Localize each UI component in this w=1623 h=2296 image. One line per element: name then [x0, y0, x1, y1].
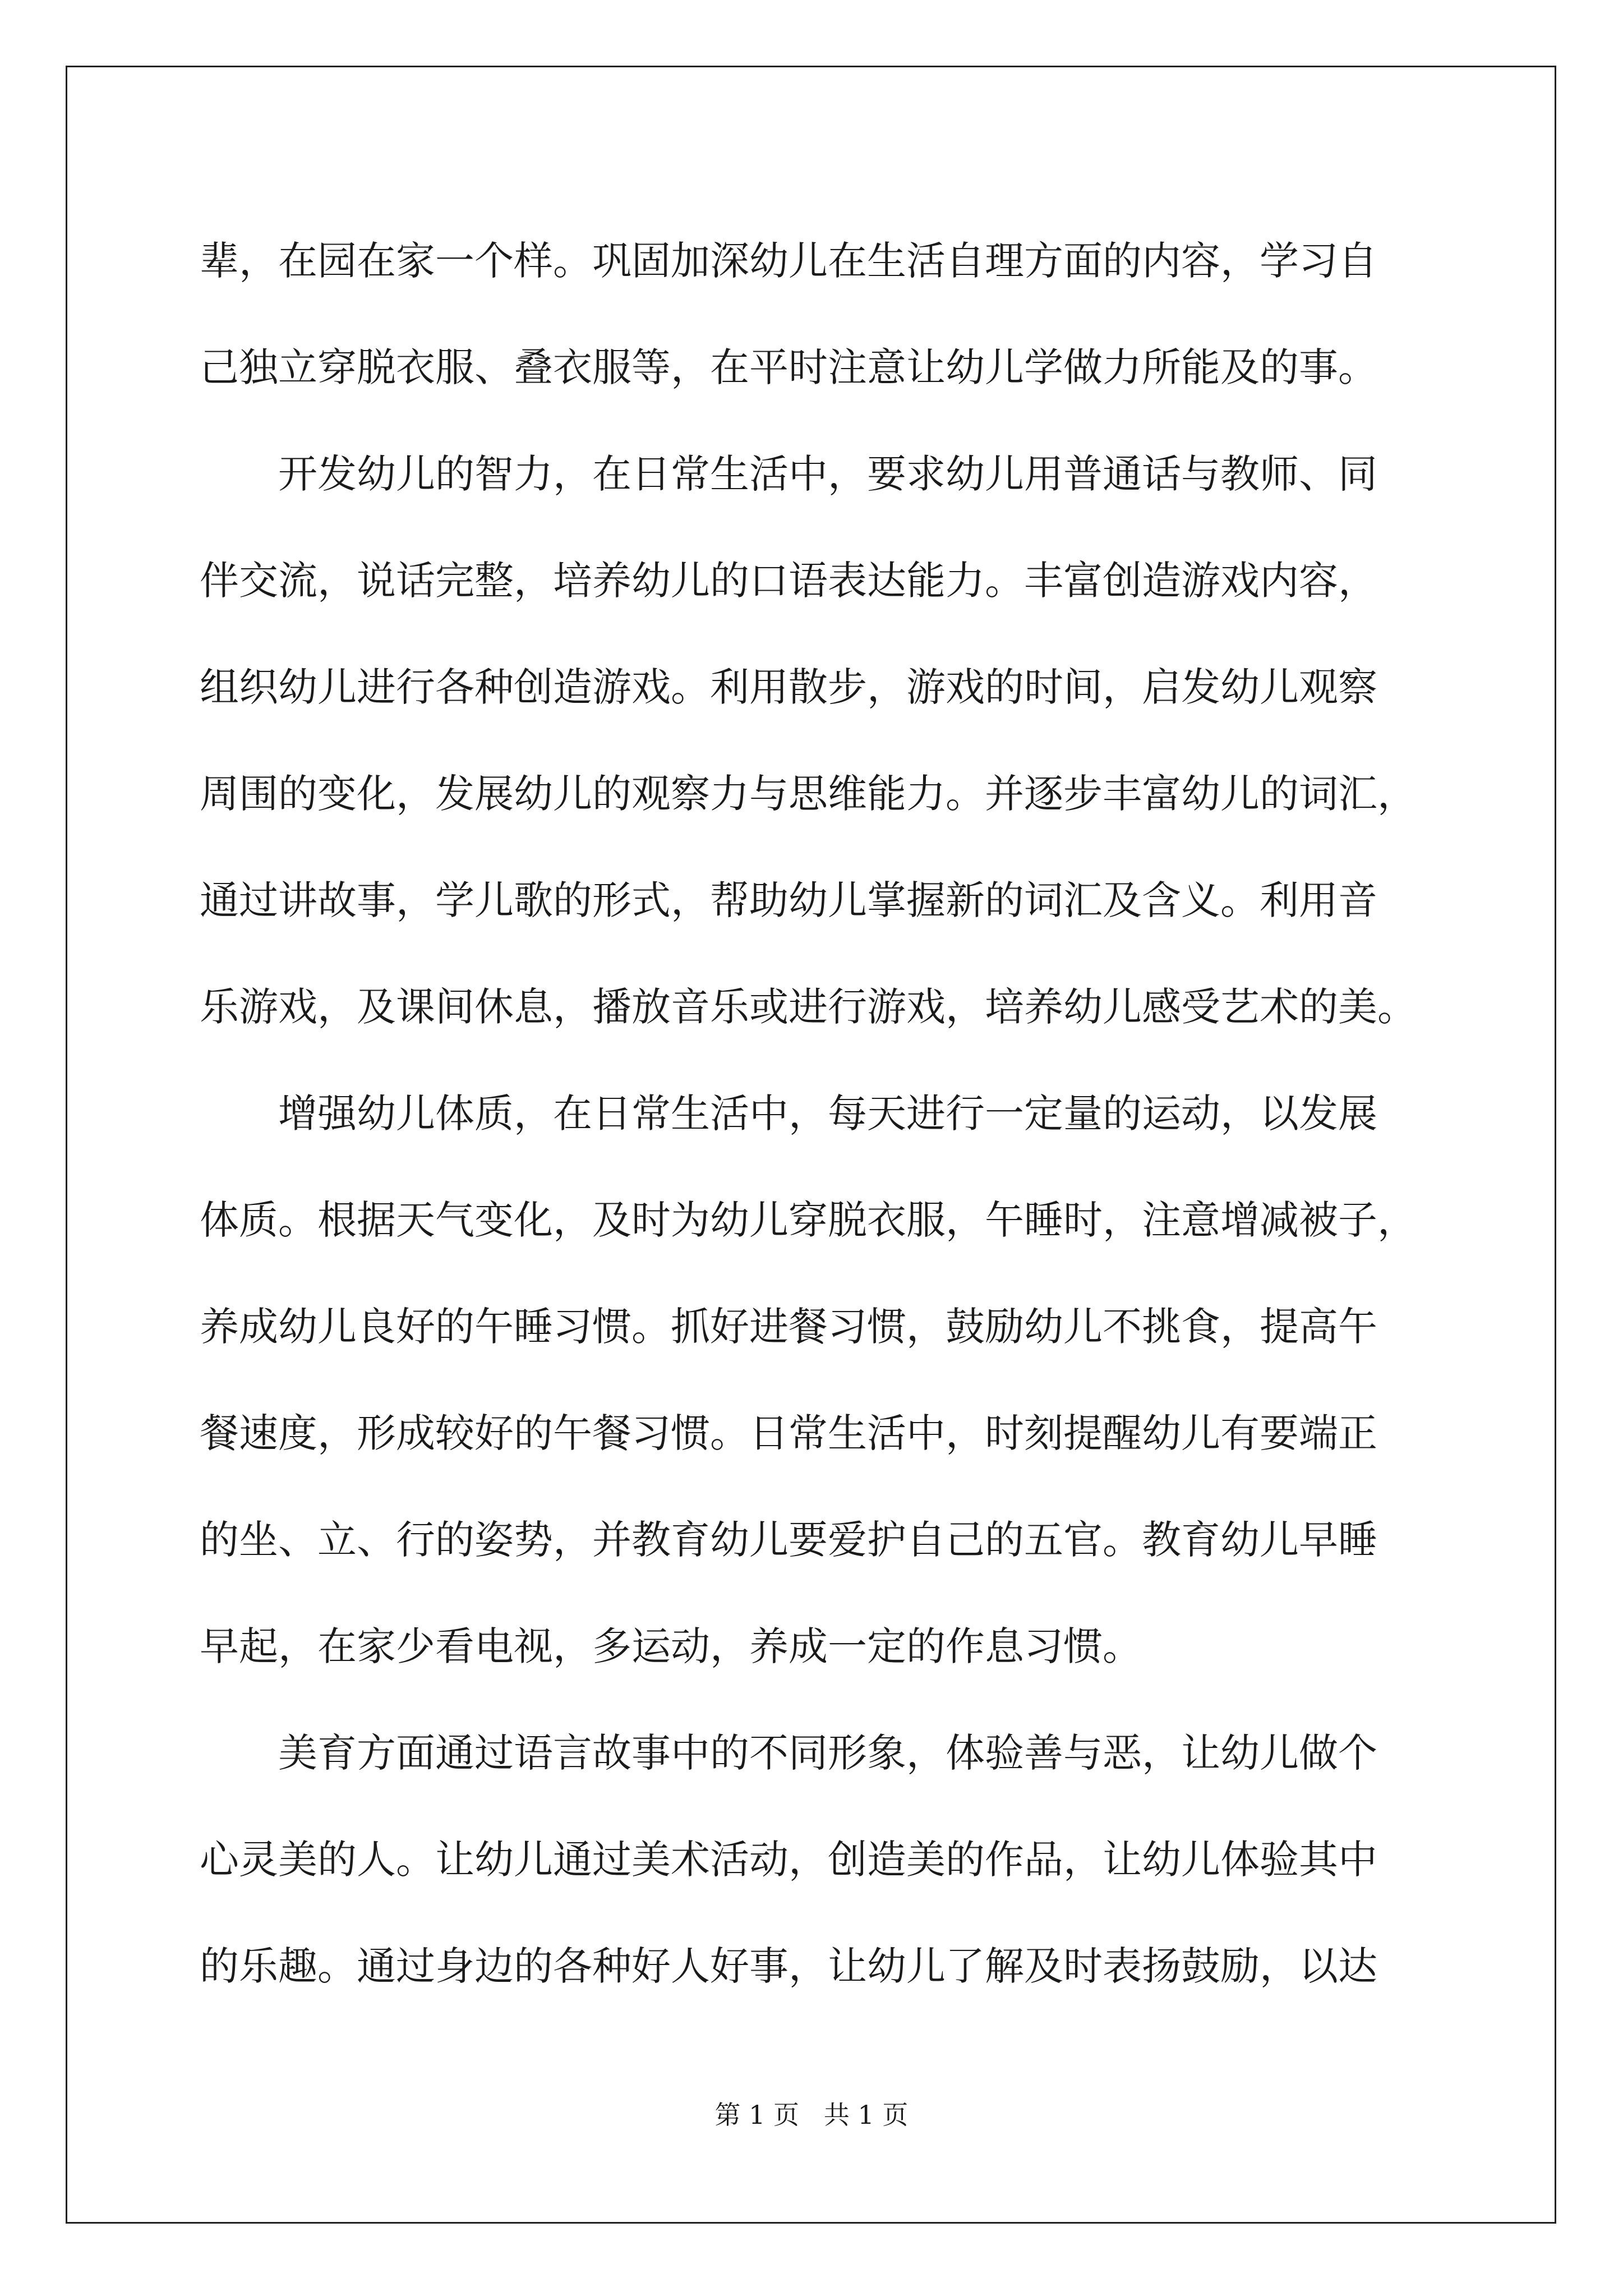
text-line: 伴交流，说话完整，培养幼儿的口语表达能力。丰富创造游戏内容， [200, 558, 1377, 604]
text-line: 组织幼儿进行各种创造游戏。利用散步，游戏的时间，启发幼儿观察 [200, 664, 1377, 710]
text-line: 的坐、立、行的姿势，并教育幼儿要爱护自己的五官。教育幼儿早睡 [200, 1517, 1377, 1563]
text-line: 周围的变化，发展幼儿的观察力与思维能力。并逐步丰富幼儿的词汇， [200, 771, 1417, 817]
text-line: 体质。根据天气变化，及时为幼儿穿脱衣服，午睡时，注意增减被子， [200, 1197, 1417, 1243]
text-line: 的乐趣。通过身边的各种好人好事，让幼儿了解及时表扬鼓励，以达 [200, 1943, 1377, 1989]
text-line: 早起，在家少看电视，多运动，养成一定的作息习惯。 [200, 1623, 1142, 1669]
text-line: 辈，在园在家一个样。巩固加深幼儿在生活自理方面的内容，学习自 [200, 238, 1377, 284]
text-line: 增强幼儿体质，在日常生活中，每天进行一定量的运动，以发展 [278, 1091, 1377, 1137]
text-line: 开发幼儿的智力，在日常生活中，要求幼儿用普通话与教师、同 [278, 451, 1377, 497]
text-line: 通过讲故事，学儿歌的形式，帮助幼儿掌握新的词汇及含义。利用音 [200, 877, 1377, 923]
page-number-footer: 第 1 页 共 1 页 [714, 2100, 909, 2130]
text-line: 餐速度，形成较好的午餐习惯。日常生活中，时刻提醒幼儿有要端正 [200, 1410, 1377, 1456]
text-line: 心灵美的人。让幼儿通过美术活动，创造美的作品，让幼儿体验其中 [200, 1837, 1377, 1883]
document-body [200, 208, 1433, 2019]
text-line: 美育方面通过语言故事中的不同形象，体验善与恶，让幼儿做个 [278, 1730, 1377, 1776]
text-line: 己独立穿脱衣服、叠衣服等，在平时注意让幼儿学做力所能及的事。 [200, 344, 1377, 390]
text-line: 乐游戏，及课间休息，播放音乐或进行游戏，培养幼儿感受艺术的美。 [200, 984, 1417, 1030]
text-line: 养成幼儿良好的午睡习惯。抓好进餐习惯，鼓励幼儿不挑食，提高午 [200, 1304, 1377, 1350]
